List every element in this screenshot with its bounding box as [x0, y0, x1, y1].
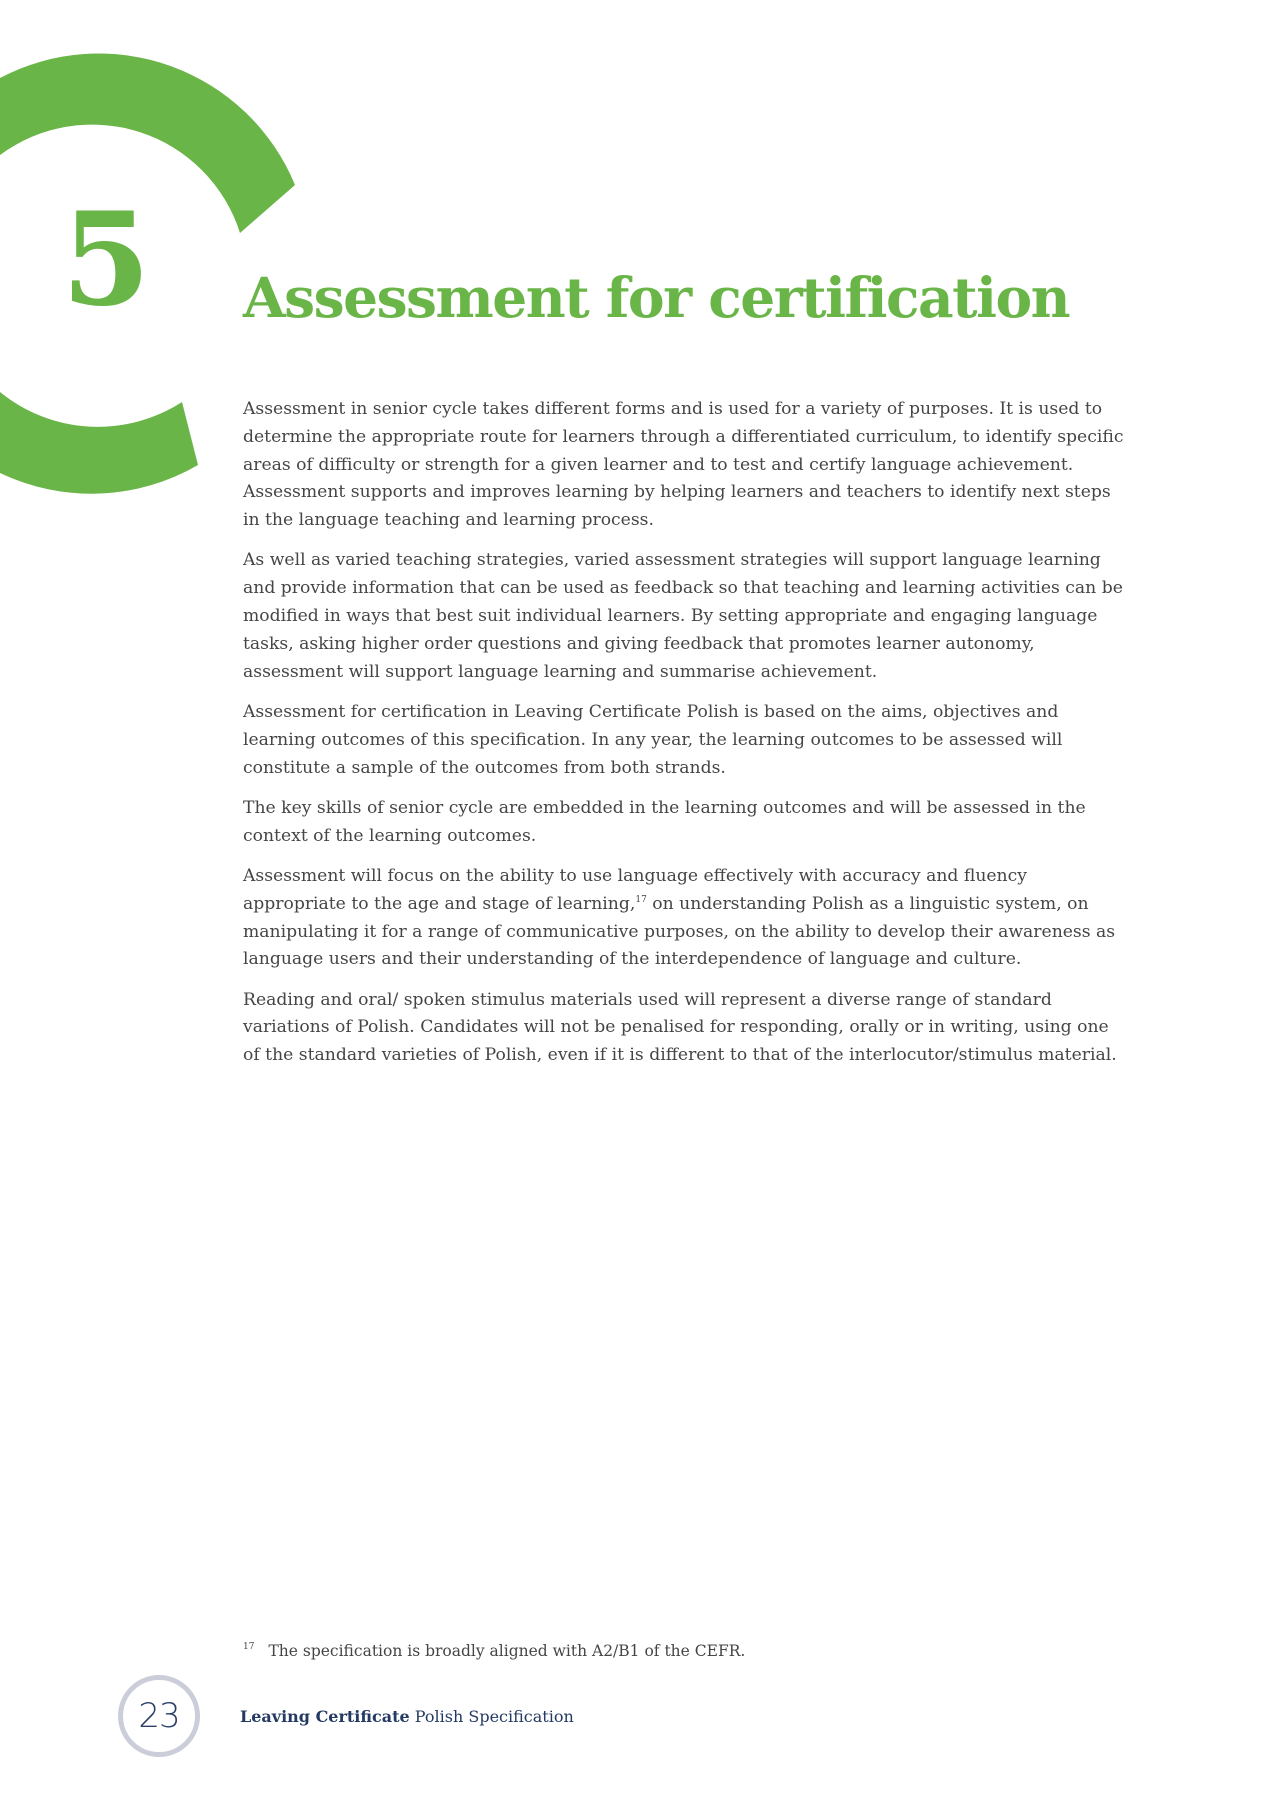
paragraph: Reading and oral/ spoken stimulus materials used will represent a diverse range of standard variations of Polish. Candidates will not be penalised for responding, orally or in writing, using one of the standard varieties of Polish, even if it is different to that of the interlocutor/stimulus material.	[243, 989, 1117, 1066]
footer-title-bold: Leaving Certificate	[240, 1707, 410, 1726]
chapter-title: Assessment for certification	[243, 265, 1070, 330]
paragraph: The key skills of senior cycle are embedded in the learning outcomes and will be assessed in the context of the learning outcomes.	[243, 797, 1086, 846]
paragraph: As well as varied teaching strategies, varied assessment strategies will support language learning and provide information that can be used as feedback so that teaching and learning activities can be modified in ways that best suit individual learners. By setting appropriate and engaging language tasks, asking higher order questions and giving feedback that promotes learner autonomy, assessment will support language learning and summarise achievement.	[243, 550, 1123, 682]
footer-title-rest: Polish Specification	[409, 1707, 574, 1726]
paragraph: Assessment for certification in Leaving Certificate Polish is based on the aims, objectives and learning outcomes of this specification. In any year, the learning outcomes to be assessed will constitute a sample of the outcomes from both strands.	[243, 701, 1063, 778]
paragraph-text: on understanding Polish as a linguistic system, on manipulating it for a range of communicative purposes, on the ability to develop their awareness as language users and their understanding of the interdependence of language and culture.	[243, 893, 1116, 970]
arc-lower-segment	[0, 392, 198, 494]
page-number: 23	[138, 1696, 180, 1736]
footnote-reference[interactable]: 17	[635, 894, 647, 905]
paragraph-with-footnote	[243, 863, 1128, 974]
running-footer	[240, 1707, 574, 1726]
paragraph-text: Assessment will focus on the ability to use language effectively with accuracy and fluency appropriate to the age and stage of learning,	[243, 865, 1027, 914]
chapter-number: 5	[61, 185, 151, 335]
footnote: 17 The specification is broadly aligned with A2/B1 of the CEFR.	[243, 1642, 746, 1660]
page-number-badge	[118, 1675, 200, 1757]
body-text	[243, 396, 1128, 1083]
paragraph: Assessment in senior cycle takes different forms and is used for a variety of purposes. It is used to determine the appropriate route for learners through a differentiated curriculum, to identify specific areas of difficulty or strength for a given learner and to test and certify language achievement. Assessment supports and improves learning by helping learners and teachers to identify next steps in the language teaching and learning process.	[243, 399, 1124, 531]
footnote-text: The specification is broadly aligned with A2/B1 of the CEFR.	[268, 1642, 746, 1660]
